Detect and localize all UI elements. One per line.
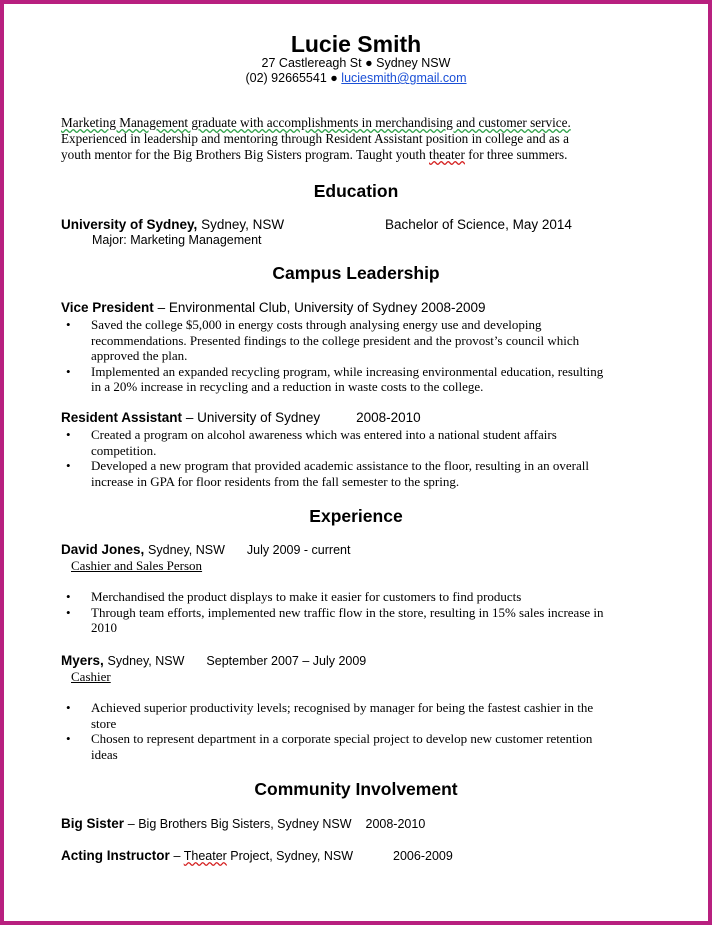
address-line: 27 Castlereagh St ● Sydney NSW	[261, 56, 451, 70]
community-acting-instructor: Acting Instructor – Theater Project, Sydney, NSW 2006-2009	[61, 848, 453, 863]
summary-line: Marketing Management graduate with accomplishments in merchandising and customer service.	[61, 115, 571, 130]
education-degree: Bachelor of Science, May 2014	[385, 217, 572, 232]
education-major: Major: Marketing Management	[92, 233, 262, 247]
summary-line: Experienced in leadership and mentoring through Resident Assistant position in college and as a	[61, 131, 569, 146]
section-heading-education: Education	[313, 181, 399, 201]
list-item: • Merchandised the product displays to make it easier for customers to find products	[64, 589, 671, 605]
section-heading-leadership: Campus Leadership	[272, 263, 440, 283]
job-position: Cashier	[71, 669, 111, 684]
list-item: • Chosen to represent department in a corporate special project to develop new customer retention ideas	[64, 731, 671, 762]
section-heading-community: Community Involvement	[254, 779, 458, 799]
list-item: • Saved the college $5,000 in energy costs through analysing energy use and developing recommendations. Presented findings to the college president and the provost’s council which approved the plan.	[64, 317, 671, 364]
section-heading-experience: Experience	[309, 506, 403, 526]
role-bullets	[64, 427, 671, 489]
list-item: • Created a program on alcohol awareness which was entered into a national student affairs competition.	[64, 427, 671, 458]
role-resident-assistant: Resident Assistant – University of Sydney 2008-2010	[61, 410, 421, 425]
job-bullets	[64, 589, 671, 636]
role-bullets	[64, 317, 671, 395]
education-school: University of Sydney, Sydney, NSW	[61, 217, 285, 232]
list-item: • Through team efforts, implemented new traffic flow in the store, resulting in 15% sales increase in 2010	[64, 605, 671, 636]
job-bullets	[64, 700, 671, 762]
role-vice-president: Vice President – Environmental Club, University of Sydney 2008-2009	[61, 300, 486, 315]
list-item: • Developed a new program that provided academic assistance to the floor, resulting in an overall increase in GPA for floor residents from the fall semester to the spring.	[64, 458, 671, 489]
job-david-jones: David Jones, Sydney, NSW July 2009 - current	[61, 542, 351, 557]
job-position: Cashier and Sales Person	[71, 558, 203, 573]
summary-paragraph	[61, 115, 661, 163]
contact-line	[4, 71, 708, 85]
candidate-name: Lucie Smith	[290, 31, 422, 57]
job-myers: Myers, Sydney, NSW September 2007 – July 2009	[61, 653, 367, 668]
resume-page	[4, 4, 708, 921]
list-item: • Achieved superior productivity levels; recognised by manager for being the fastest cashier in the store	[64, 700, 671, 731]
summary-line: youth mentor for the Big Brothers Big Sisters program. Taught youth theater for three summers.	[61, 147, 568, 162]
community-big-sister: Big Sister – Big Brothers Big Sisters, Sydney NSW 2008-2010	[61, 816, 426, 831]
email-link[interactable]: luciesmith@gmail.com	[341, 71, 467, 85]
list-item: • Implemented an expanded recycling program, while increasing environmental education, resulting in a 20% increase in recycling and a reduction in waste costs to the college.	[64, 364, 671, 395]
phone-number: (02) 92665541 ●	[245, 71, 338, 85]
